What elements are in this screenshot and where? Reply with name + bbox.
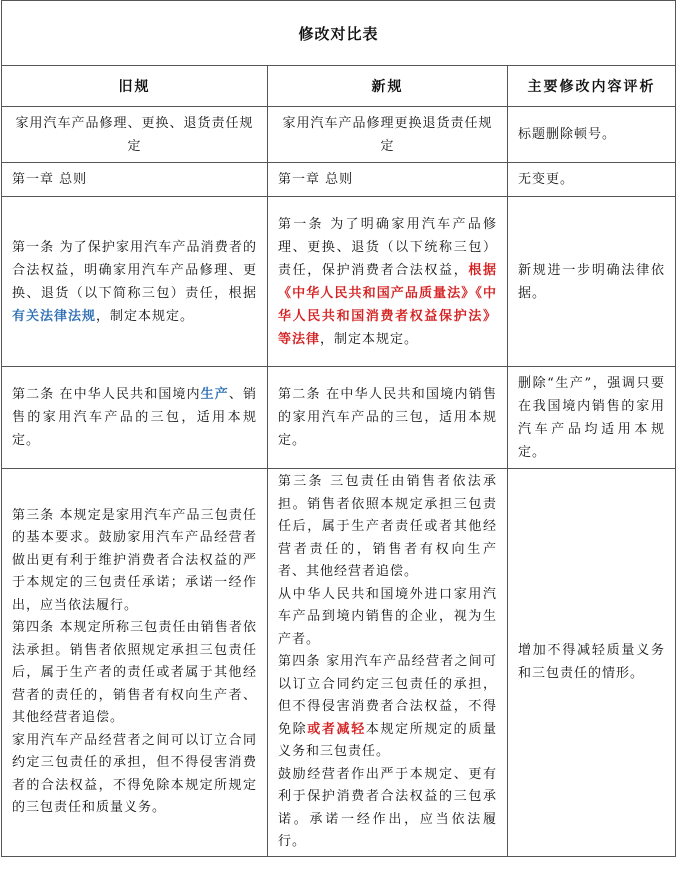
new-paragraph: [278, 651, 497, 764]
old-cell: 第一章 总则: [2, 163, 268, 197]
old-cell: [2, 469, 268, 857]
new-paragraph: 鼓励经营者作出严于本规定、更有利于保护消费者合法权益的三包承诺。承诺一经作出，应当依法履行。: [278, 766, 497, 849]
table-title: 修改对比表: [2, 1, 676, 66]
table-row: [2, 197, 676, 367]
header-new: 新规: [268, 66, 508, 107]
analysis-cell: 标题删除顿号。: [508, 107, 676, 163]
new-cell: [268, 469, 508, 857]
header-row: [2, 66, 676, 107]
title-row: [2, 1, 676, 66]
old-cell: [2, 367, 268, 469]
new-cell: 第二条 在中华人民共和国境内销售的家用汽车产品的三包，适用本规定。: [268, 367, 508, 469]
new-paragraph: 第三条 三包责任由销售者依法承担。销售者依照本规定承担三包责任后，属于生产者责任或者其他经营者责任的，销售者有权向生产者、其他经营者追偿。: [278, 474, 497, 579]
analysis-cell: 删除“生产”，强调只要在我国境内销售的家用汽车产品均适用本规定。: [508, 367, 676, 469]
old-paragraph: 第四条 本规定所称三包责任由销售者依法承担。销售者依照规定承担三包责任后，属于生产者的责任或者属于其他经营者的责任的，销售者有权向生产者、其他经营者追偿。: [12, 620, 257, 726]
new-highlight: 根据《中华人民共和国产品质量法》《中华人民共和国消费者权益保护法》等法律: [278, 262, 497, 347]
old-cell: 家用汽车产品修理、更换、退货责任规定: [2, 107, 268, 163]
table-row: [2, 163, 676, 197]
new-highlight: 或者减轻: [307, 721, 366, 737]
analysis-cell: 新规进一步明确法律依据。: [508, 197, 676, 367]
new-cell: [268, 197, 508, 367]
old-highlight: 有关法律法规: [12, 308, 97, 324]
analysis-cell: 增加不得减轻质量义务和三包责任的情形。: [508, 469, 676, 857]
comparison-table: [1, 0, 676, 857]
new-paragraph: 从中华人民共和国境外进口家用汽车产品到境内销售的企业，视为生产者。: [278, 586, 497, 647]
old-paragraph: 家用汽车产品经营者之间可以订立合同约定三包责任的承担，但不得侵害消费者的合法权益，不得免除本规定所规定的三包责任和质量义务。: [12, 732, 257, 816]
header-analysis: 主要修改内容评析: [508, 66, 676, 107]
table-row: [2, 107, 676, 163]
table-row: [2, 367, 676, 469]
old-text: 第二条 在中华人民共和国境内: [12, 387, 201, 402]
new-text: 第四条 家用汽车产品经营者之间可以订立合同约定三包责任的承担，但不得侵害消费者合法权益，不得免除: [278, 654, 497, 737]
table-row: [2, 469, 676, 857]
new-text: 本规定所规定的质量义务和三包责任。: [278, 721, 497, 759]
old-text: 第一条 为了保护家用汽车产品消费者的合法权益，明确家用汽车产品修理、更换、退货（以下简称三包）责任，根据: [12, 239, 257, 301]
header-old: 旧规: [2, 66, 268, 107]
new-cell: 家用汽车产品修理更换退货责任规定: [268, 107, 508, 163]
old-cell: [2, 197, 268, 367]
old-text: 、销售的家用汽车产品的三包，适用本规定。: [12, 387, 257, 448]
new-text: ，制定本规定。: [320, 331, 419, 347]
old-text: ，制定本规定。: [96, 308, 195, 324]
old-highlight: 生产: [200, 387, 229, 402]
old-paragraph: 第三条 本规定是家用汽车产品三包责任的基本要求。鼓励家用汽车产品经营者做出更有利于维护消费者合法权益的严于本规定的三包责任承诺；承诺一经作出，应当依法履行。: [12, 507, 257, 613]
new-text: 第一条 为了明确家用汽车产品修理、更换、退货（以下统称三包）责任，保护消费者合法权益，: [278, 216, 497, 278]
new-cell: 第一章 总则: [268, 163, 508, 197]
analysis-cell: 无变更。: [508, 163, 676, 197]
